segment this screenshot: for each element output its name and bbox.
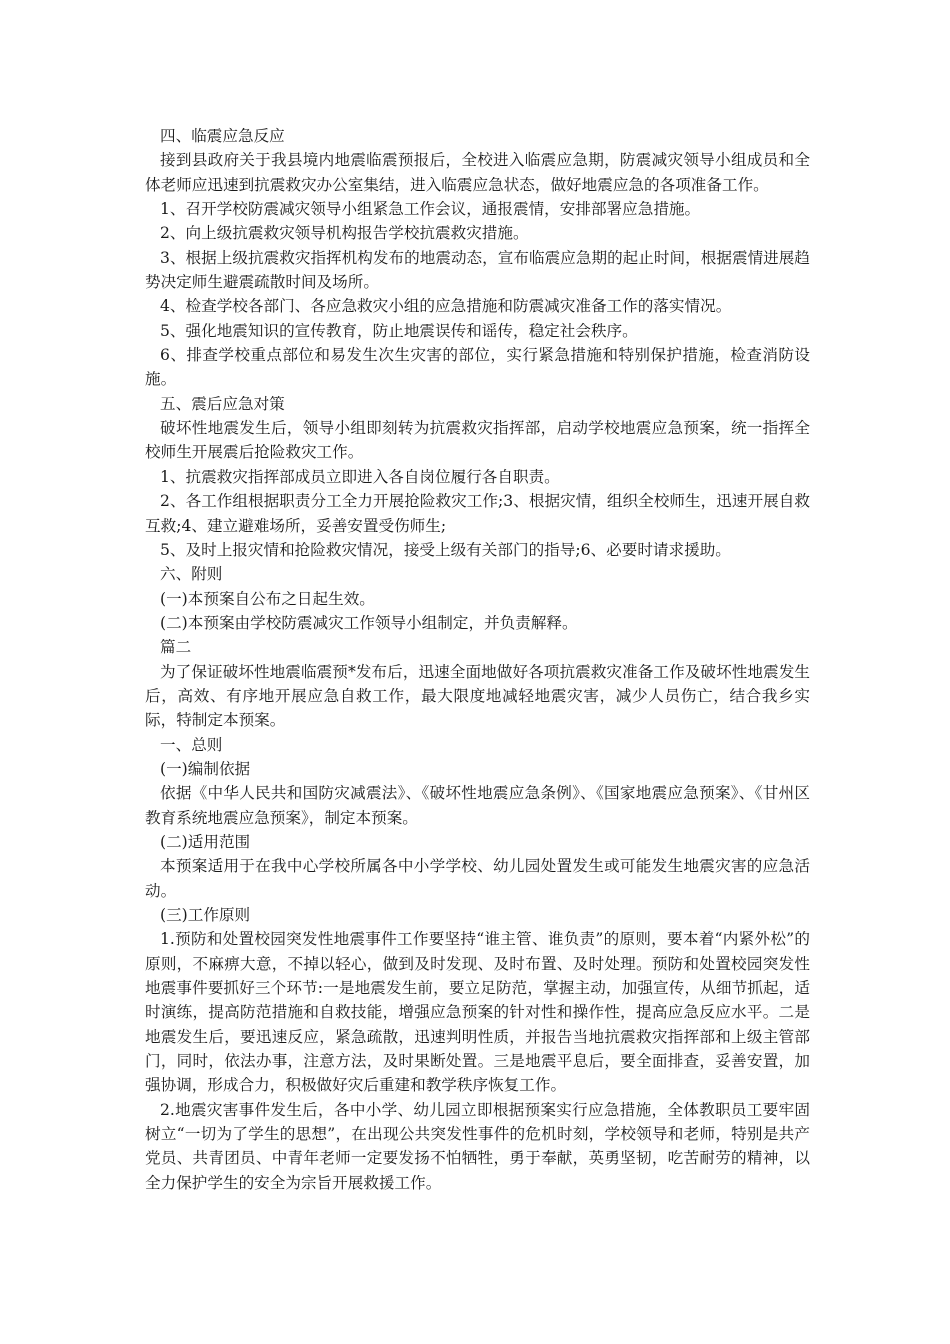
paragraph: 本预案适用于在我中心学校所属各中小学学校、幼儿园处置发生或可能发生地震灾害的应急活动。 <box>145 857 810 900</box>
list-item: 5、及时上报灾情和抢险救灾情况，接受上级有关部门的指导;6、必要时请求援助。 <box>160 540 731 559</box>
document-body <box>145 124 810 1195</box>
heading-part-2: 篇二 <box>160 638 192 657</box>
list-item: 5、强化地震知识的宣传教育，防止地震误传和谣传，稳定社会秩序。 <box>160 321 638 340</box>
list-item: 4、检查学校各部门、各应急救灾小组的应急措施和防震减灾准备工作的落实情况。 <box>160 297 732 316</box>
paragraph: 依据《中华人民共和国防灾减震法》、《破坏性地震应急条例》、《国家地震应急预案》、《甘州区教育系统地震应急预案》，制定本预案。 <box>145 784 810 827</box>
list-item: 3、根据上级抗震救灾指挥机构发布的地震动态，宣布临震应急期的起止时间，根据震情进展趋势决定师生避震疏散时间及场所。 <box>145 248 810 292</box>
subheading: (三)工作原则 <box>160 906 251 924</box>
heading-section-1: 一、总则 <box>160 735 223 754</box>
paragraph: 接到县政府关于我县境内地震临震预报后，全校进入临震应急期，防震减灾领导小组成员和全体老师应迅速到抗震救灾办公室集结，进入临震应急状态，做好地震应急的各项准备工作。 <box>145 151 810 194</box>
list-item: 1、召开学校防震减灾领导小组紧急工作会议，通报震情，安排部署应急措施。 <box>160 200 701 219</box>
list-item: (一)本预案自公布之日起生效。 <box>160 589 375 608</box>
subheading: (一)编制依据 <box>160 759 251 778</box>
list-item: (二)本预案由学校防震减灾工作领导小组制定，并负责解释。 <box>160 613 578 632</box>
paragraph: 1.预防和处置校园突发性地震事件工作要坚持“谁主管、谁负责”的原则，要本着“内紧外松”的原则，不麻痹大意，不掉以轻心，做到及时发现、及时布置、及时处理。预防和处置校园突发性地震事件要抓好三个环节:一是地震发生前，要立足防范，掌握主动，加强宣传，从细节抓起，适时演练，提高防范措施和自救技能，增强应急预案的针对性和操作性，提高应急反应水平。二是地震发生后，要迅速反应，紧急疏散，迅速判明性质，并报告当地抗震救灾指挥部和上级主管部门，同时，依法办事，注意方法，及时果断处置。三是地震平息后，要全面排查，妥善安置，加强协调，形成合力，积极做好灾后重建和教学秩序恢复工作。 <box>145 930 810 1095</box>
heading-section-6: 六、附则 <box>160 565 223 584</box>
heading-section-5: 五、震后应急对策 <box>160 394 285 413</box>
heading-section-4: 四、临震应急反应 <box>160 127 285 145</box>
paragraph: 2.地震灾害事件发生后，各中小学、幼儿园立即根据预案实行应急措施，全体教职员工要牢固树立“一切为了学生的思想”，在出现公共突发性事件的危机时刻，学校领导和老师，特别是共产党员、共青团员、中青年老师一定要发扬不怕牺牲，勇于奉献，英勇坚韧，吃苦耐劳的精神，以全力保护学生的安全为宗旨开展救援工作。 <box>145 1100 810 1192</box>
subheading: (二)适用范围 <box>160 832 251 851</box>
paragraph: 破坏性地震发生后，领导小组即刻转为抗震救灾指挥部，启动学校地震应急预案，统一指挥全校师生开展震后抢险救灾工作。 <box>145 419 810 462</box>
list-item: 1、抗震救灾指挥部成员立即进入各自岗位履行各自职责。 <box>160 467 560 486</box>
list-item: 2、向上级抗震救灾领导机构报告学校抗震救灾措施。 <box>160 224 529 243</box>
list-item: 6、排查学校重点部位和易发生次生灾害的部位，实行紧急措施和特别保护措施，检查消防设施。 <box>145 346 810 389</box>
list-item: 2、各工作组根据职责分工全力开展抢险救灾工作;3、根据灾情，组织全校师生，迅速开展自救互救;4、建立避难场所，妥善安置受伤师生; <box>145 492 810 535</box>
paragraph: 为了保证破坏性地震临震预*发布后，迅速全面地做好各项抗震救灾准备工作及破坏性地震发生后，高效、有序地开展应急自救工作，最大限度地减轻地震灾害，减少人员伤亡，结合我乡实际，特制定本预案。 <box>145 662 810 730</box>
